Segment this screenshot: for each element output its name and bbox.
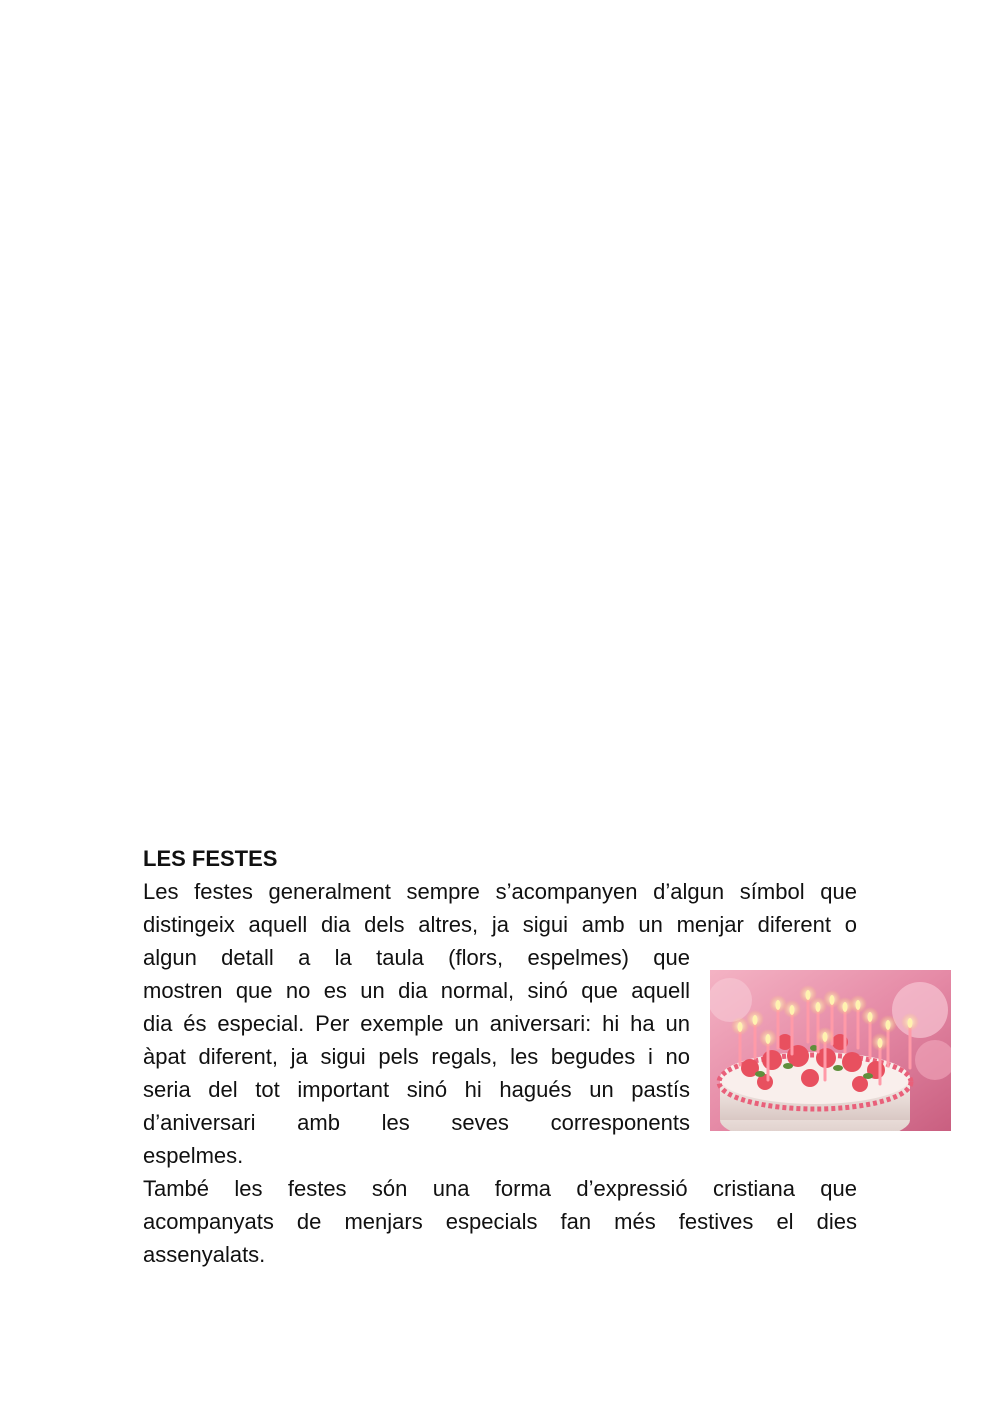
paragraph-line: d’aniversari amb les seves corresponents <box>143 1110 690 1135</box>
paragraph-line: distingeix aquell dia dels altres, ja sigui amb un menjar diferent o <box>143 912 857 937</box>
birthday-cake-icon <box>710 970 951 1131</box>
paragraph-line: algun detall a la taula (flors, espelmes) que <box>143 945 690 970</box>
paragraph-line: També les festes són una forma d’expressió cristiana que <box>143 1176 857 1201</box>
paragraph-line: Les festes generalment sempre s’acompanyen d’algun símbol que <box>143 879 857 904</box>
birthday-cake-photo <box>710 970 951 1131</box>
page-title: LES FESTES <box>143 846 278 871</box>
paragraph-line: àpat diferent, ja sigui pels regals, les begudes i no <box>143 1044 690 1069</box>
paragraph-line: assenyalats. <box>143 1242 266 1267</box>
paragraph-line: acompanyats de menjars especials fan més festives el dies <box>143 1209 857 1234</box>
paragraph-line: mostren que no es un dia normal, sinó que aquell <box>143 978 690 1003</box>
paragraph-line: dia és especial. Per exemple un aniversari: hi ha un <box>143 1011 690 1036</box>
paragraph-line: espelmes. <box>143 1143 244 1168</box>
paragraph-line: seria del tot important sinó hi hagués un pastís <box>143 1077 690 1102</box>
